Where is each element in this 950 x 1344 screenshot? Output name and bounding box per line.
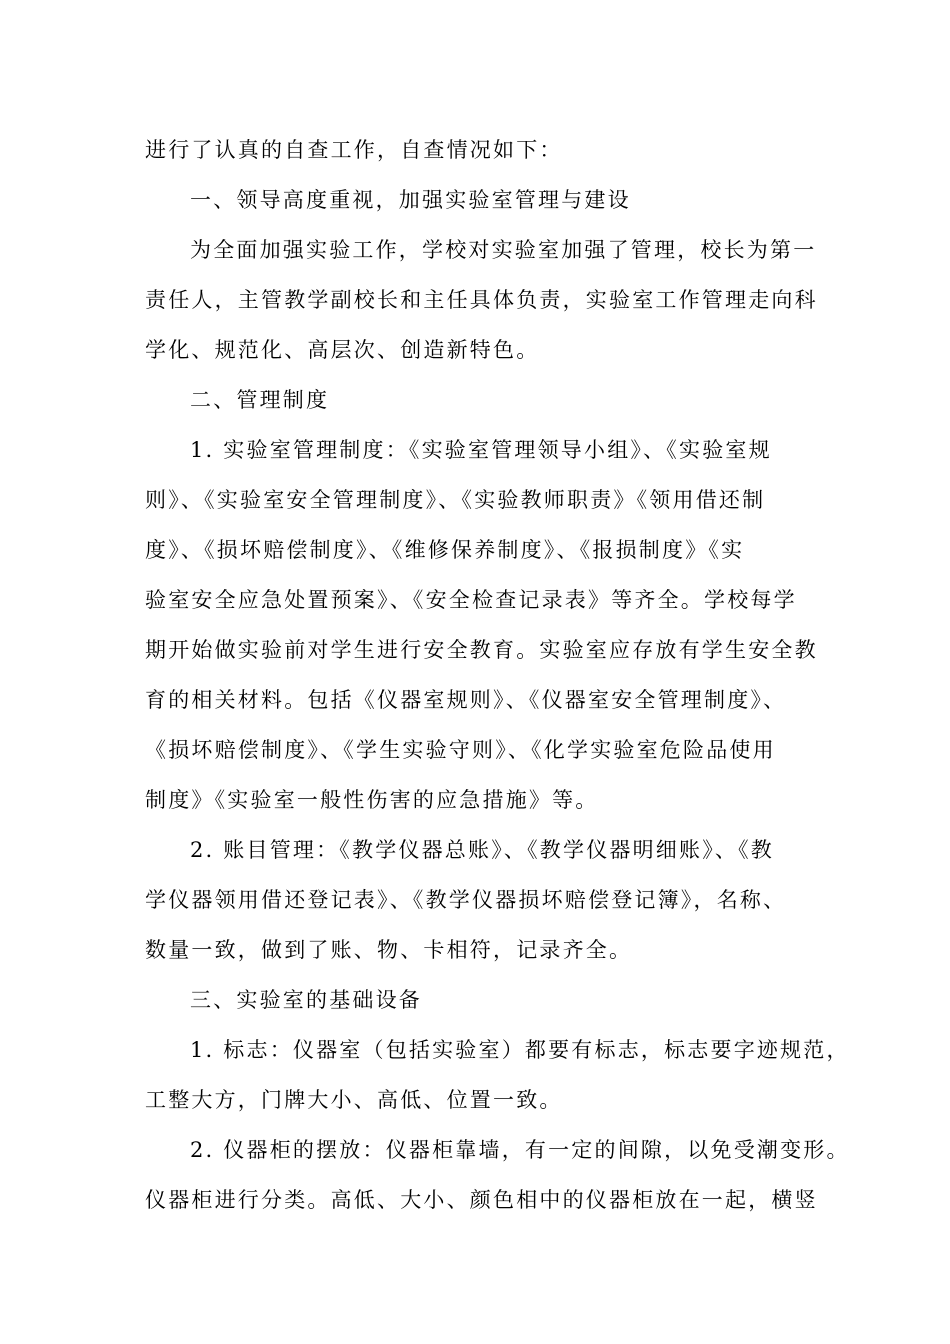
paragraph-line: 《损坏赔偿制度》、《学生实验守则》、《化学实验室危险品使用	[145, 738, 776, 762]
section-heading-1: 一、领导高度重视，加强实验室管理与建设	[190, 188, 631, 212]
paragraph-line: 则》、《实验室安全管理制度》、《实验教师职责》《领用借还制	[145, 488, 766, 512]
paragraph-line: 2. 账目管理：《教学仪器总账》、《教学仪器明细账》、《教	[190, 838, 775, 862]
paragraph-line: 学化、规范化、高层次、创造新特色。	[145, 338, 540, 362]
paragraph-line: 1. 标志：仪器室（包括实验室）都要有标志，标志要字迹规范，	[190, 1038, 850, 1062]
paragraph-line: 2. 仪器柜的摆放：仪器柜靠墙，有一定的间隙，以免受潮变形。	[190, 1138, 850, 1162]
paragraph-line: 育的相关材料。包括《仪器室规则》、《仪器室安全管理制度》、	[145, 688, 787, 712]
paragraph-line: 期开始做实验前对学生进行安全教育。实验室应存放有学生安全教	[145, 638, 818, 662]
paragraph-line: 度》、《损坏赔偿制度》、《维修保养制度》、《报损制度》《实	[145, 538, 745, 562]
section-heading-3: 三、实验室的基础设备	[190, 988, 422, 1012]
paragraph-line: 1. 实验室管理制度：《实验室管理领导小组》、《实验室规	[190, 438, 772, 462]
body-text-line: 进行了认真的自查工作，自查情况如下：	[145, 138, 563, 162]
paragraph-line: 数量一致，做到了账、物、卡相符，记录齐全。	[145, 938, 633, 962]
paragraph-line: 工整大方，门牌大小、高低、位置一致。	[145, 1088, 563, 1112]
section-heading-2: 二、管理制度	[190, 388, 330, 412]
paragraph-line: 责任人，主管教学副校长和主任具体负责，实验室工作管理走向科	[145, 288, 818, 312]
paragraph-line: 验室安全应急处置预案》、《安全检查记录表》等齐全。学校每学	[145, 588, 797, 612]
paragraph-line: 制度》《实验室一般性伤害的应急措施》等。	[145, 788, 599, 812]
paragraph-line: 仪器柜进行分类。高低、大小、颜色相中的仪器柜放在一起，横竖	[145, 1188, 818, 1212]
paragraph-line: 为全面加强实验工作，学校对实验室加强了管理，校长为第一	[190, 238, 817, 262]
paragraph-line: 学仪器领用借还登记表》、《教学仪器损坏赔偿登记簿》，名称、	[145, 888, 787, 912]
